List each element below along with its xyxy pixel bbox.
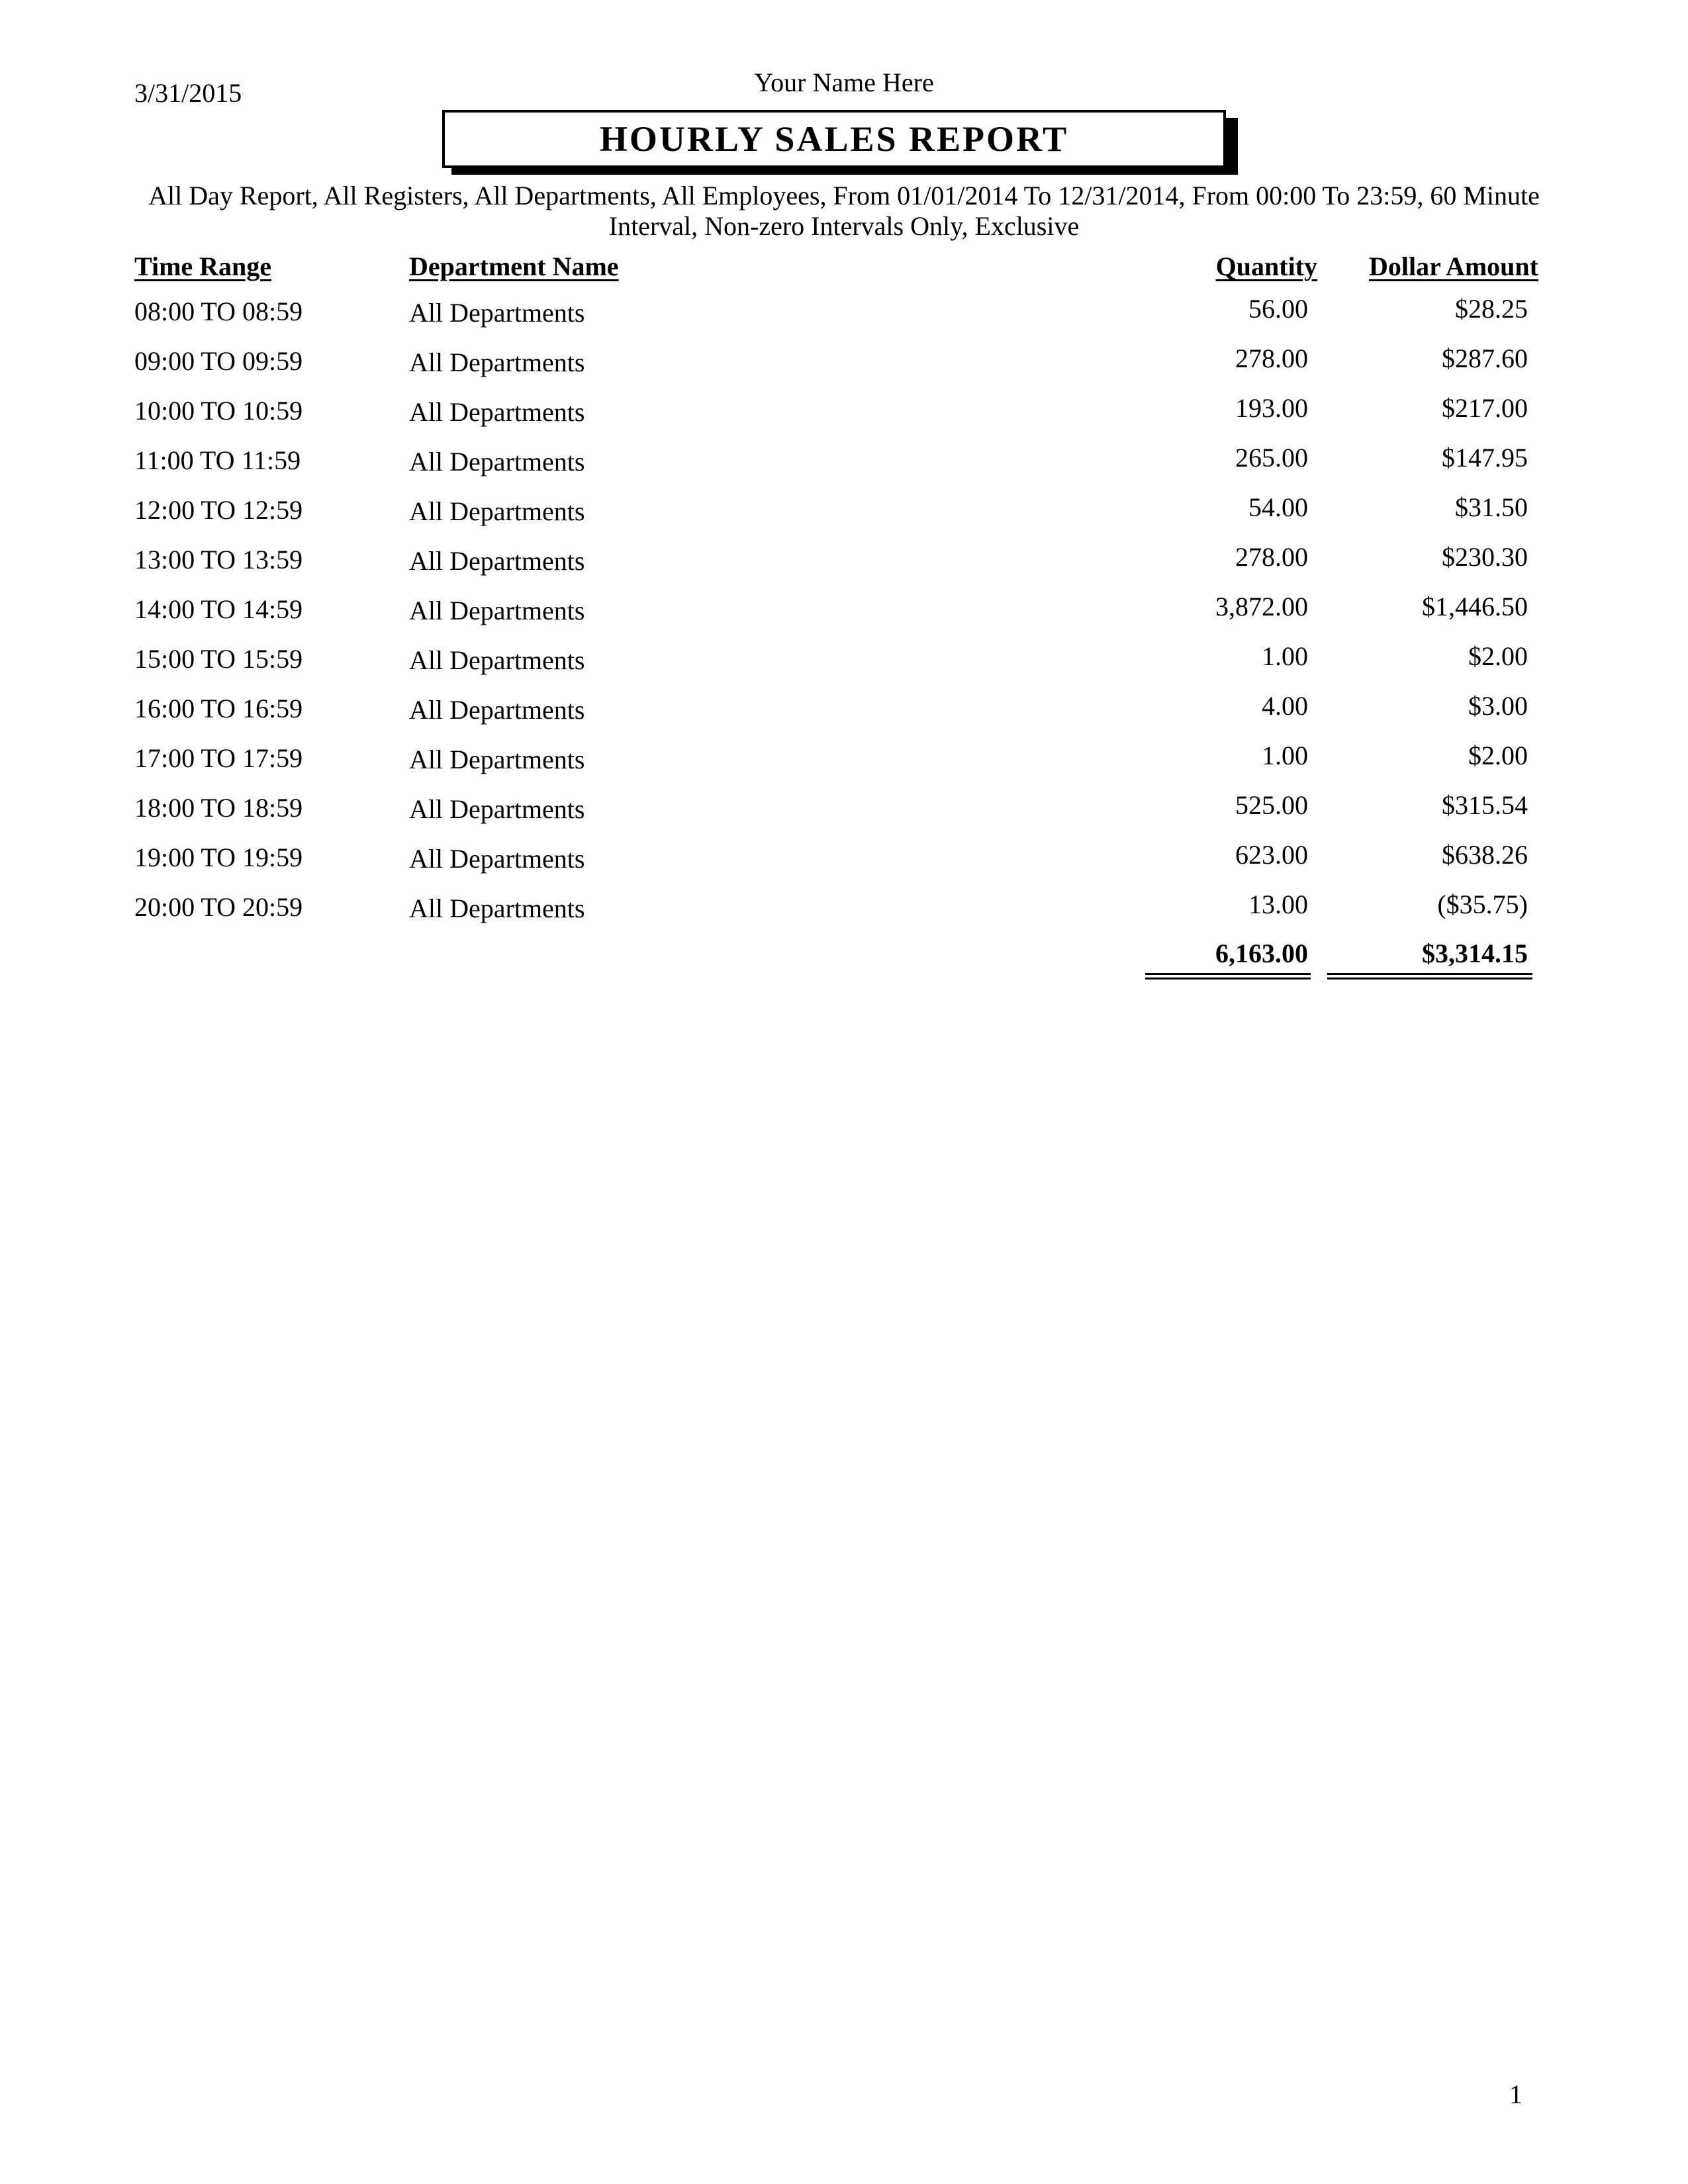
department-cell: All Departments xyxy=(409,893,585,923)
department-cell: All Departments xyxy=(409,496,585,526)
dollar-amount-cell: ($35.75) xyxy=(1437,889,1528,919)
table-row xyxy=(0,539,1688,589)
department-cell: All Departments xyxy=(409,695,585,725)
dollar-amount-cell: $638.26 xyxy=(1442,840,1528,870)
dollar-amount-cell: $28.25 xyxy=(1455,294,1528,324)
total-dollar-amount: $3,314.15 xyxy=(1422,938,1528,968)
table-row xyxy=(0,390,1688,440)
time-range-cell: 18:00 TO 18:59 xyxy=(134,793,303,823)
time-range-cell: 12:00 TO 12:59 xyxy=(134,495,303,525)
department-cell: All Departments xyxy=(409,447,585,477)
report-date: 3/31/2015 xyxy=(134,78,242,108)
company-name: Your Name Here xyxy=(754,68,934,97)
report-criteria: All Day Report, All Registers, All Departments, All Employees, From 01/01/2014 To 12/31/2014, From 00:00 To 23:59, 60 Minute Interval, Non-zero Intervals Only, Exclusive xyxy=(148,181,1540,241)
title-box xyxy=(442,110,1226,168)
quantity-cell: 1.00 xyxy=(1262,641,1308,671)
dollar-amount-cell: $230.30 xyxy=(1442,542,1528,572)
quantity-cell: 278.00 xyxy=(1235,343,1308,373)
dollar-amount-cell: $217.00 xyxy=(1442,393,1528,423)
quantity-cell: 13.00 xyxy=(1248,889,1308,919)
quantity-cell: 525.00 xyxy=(1235,790,1308,820)
time-range-cell: 13:00 TO 13:59 xyxy=(134,545,303,574)
time-range-cell: 15:00 TO 15:59 xyxy=(134,644,303,674)
department-cell: All Departments xyxy=(409,645,585,675)
dollar-amount-cell: $287.60 xyxy=(1442,343,1528,373)
time-range-cell: 08:00 TO 08:59 xyxy=(134,296,303,326)
quantity-cell: 278.00 xyxy=(1235,542,1308,572)
quantity-cell: 623.00 xyxy=(1235,840,1308,870)
page-number: 1 xyxy=(1509,2079,1523,2109)
department-cell: All Departments xyxy=(409,397,585,427)
table-row xyxy=(0,440,1688,490)
dollar-amount-cell: $1,446.50 xyxy=(1422,592,1528,621)
quantity-cell: 56.00 xyxy=(1248,294,1308,324)
column-header-time-range: Time Range xyxy=(134,251,272,281)
table-row xyxy=(0,341,1688,390)
quantity-cell: 3,872.00 xyxy=(1215,592,1308,621)
dollar-amount-cell: $147.95 xyxy=(1442,443,1528,473)
department-cell: All Departments xyxy=(409,546,585,576)
column-header-department-name: Department Name xyxy=(409,251,619,281)
column-header-dollar-amount: Dollar Amount xyxy=(1369,251,1538,281)
time-range-cell: 19:00 TO 19:59 xyxy=(134,842,303,872)
time-range-cell: 14:00 TO 14:59 xyxy=(134,594,303,624)
table-row xyxy=(0,688,1688,738)
table-row xyxy=(0,589,1688,639)
department-cell: All Departments xyxy=(409,794,585,824)
dollar-amount-cell: $2.00 xyxy=(1468,641,1528,671)
department-cell: All Departments xyxy=(409,844,585,874)
department-cell: All Departments xyxy=(409,347,585,377)
dollar-amount-cell: $31.50 xyxy=(1455,492,1528,522)
time-range-cell: 17:00 TO 17:59 xyxy=(134,743,303,773)
total-quantity-double-underline xyxy=(1145,973,1311,979)
department-cell: All Departments xyxy=(409,596,585,625)
time-range-cell: 16:00 TO 16:59 xyxy=(134,694,303,723)
table-row xyxy=(0,738,1688,788)
dollar-amount-cell: $315.54 xyxy=(1442,790,1528,820)
department-cell: All Departments xyxy=(409,745,585,774)
quantity-cell: 265.00 xyxy=(1235,443,1308,473)
table-row xyxy=(0,837,1688,887)
quantity-cell: 54.00 xyxy=(1248,492,1308,522)
table-row xyxy=(0,490,1688,539)
dollar-amount-cell: $2.00 xyxy=(1468,741,1528,770)
time-range-cell: 11:00 TO 11:59 xyxy=(134,445,301,475)
department-cell: All Departments xyxy=(409,298,585,328)
time-range-cell: 10:00 TO 10:59 xyxy=(134,396,303,426)
quantity-cell: 193.00 xyxy=(1235,393,1308,423)
total-amount-double-underline xyxy=(1327,973,1532,979)
quantity-cell: 4.00 xyxy=(1262,691,1308,721)
table-row xyxy=(0,291,1688,341)
total-quantity: 6,163.00 xyxy=(1215,938,1308,968)
time-range-cell: 20:00 TO 20:59 xyxy=(134,892,303,922)
report-table-body xyxy=(0,291,1688,936)
table-row xyxy=(0,788,1688,837)
quantity-cell: 1.00 xyxy=(1262,741,1308,770)
report-title: HOURLY SALES REPORT xyxy=(599,119,1069,159)
table-row xyxy=(0,639,1688,688)
time-range-cell: 09:00 TO 09:59 xyxy=(134,346,303,376)
table-row xyxy=(0,887,1688,936)
column-header-quantity: Quantity xyxy=(1215,251,1317,281)
dollar-amount-cell: $3.00 xyxy=(1468,691,1528,721)
